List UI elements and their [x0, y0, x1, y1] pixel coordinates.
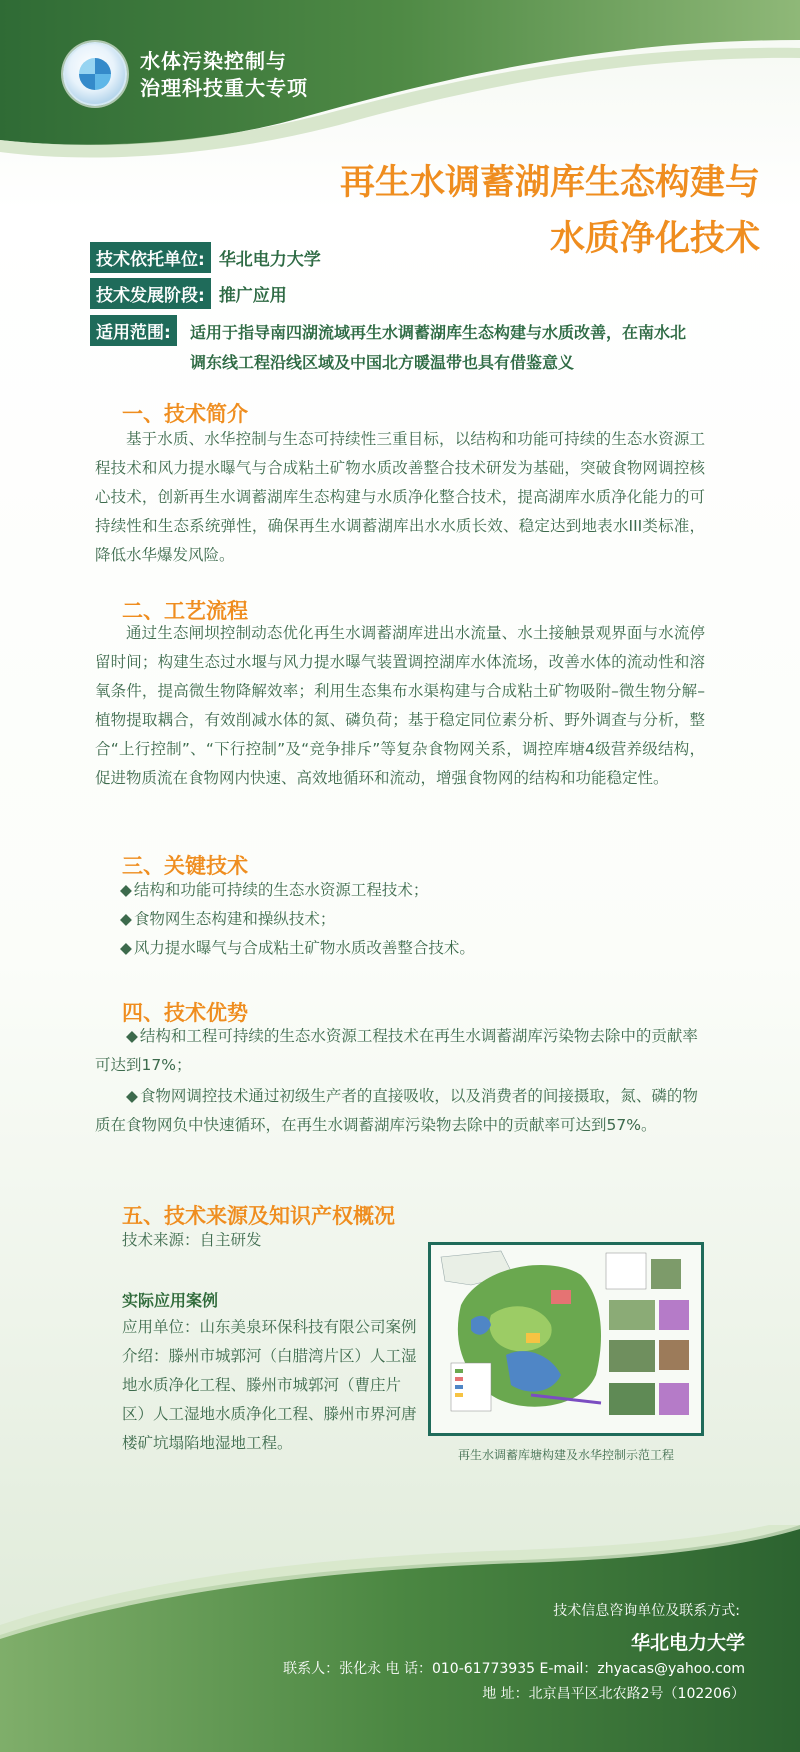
- scope-line1: 适用于指导南四湖流域再生水调蓄湖库生态构建与水质改善，在南水北: [190, 323, 687, 342]
- meta-unit: [90, 242, 321, 273]
- page-title-line2: 水质净化技术: [549, 219, 760, 259]
- section2-title: 二、工艺流程: [122, 599, 248, 623]
- advantage-1: 结构和工程可持续的生态水资源工程技术在再生水调蓄湖库污染物去除中的贡献率可达到17%；: [95, 1027, 698, 1074]
- diamond-icon: ◆: [126, 1087, 138, 1105]
- case-title: 实际应用案例: [122, 1291, 219, 1310]
- meta-scope: [90, 315, 185, 346]
- case-text: 应用单位：山东美泉环保科技有限公司案例介绍：滕州市城郭河（白腊湾片区）人工湿地水质净化工程、滕州市城郭河（曹庄片区）人工湿地水质净化工程、滕州市界河唐楼矿坑塌陷地湿地工程。: [122, 1318, 417, 1452]
- scope-text: [190, 318, 760, 378]
- scope-label: 适用范围:: [90, 315, 177, 346]
- list-item: ◆ 食物网生态构建和操纵技术；: [120, 905, 710, 934]
- stage-value: 推广应用: [218, 286, 287, 306]
- unit-value: 华北电力大学: [218, 250, 321, 270]
- program-title-line1: 水体污染控制与: [140, 49, 287, 73]
- section1-text: 基于水质、水华控制与生态可持续性三重目标，以结构和功能可持续的生态水资源工程技术和风力提水曝气与合成粘土矿物水质改善整合技术研发为基础，突破食物网调控核心技术，创新再生水调蓄湖库生态构建与水质净化整合技术，提高湖库水质净化能力的可持续性和生态系统弹性，确保再生水调蓄湖库出水水质长效、稳定达到地表水III类标准，降低水华爆发风险。: [95, 430, 705, 564]
- contact-org: 华北电力大学: [630, 1632, 745, 1654]
- contact-line-1: 联系人：张化永 电 话：010-61773935 E-mail：zhyacas@yahoo.com: [283, 1661, 745, 1677]
- section3-list: [120, 876, 710, 963]
- figure-caption: 再生水调蓄库塘构建及水华控制示范工程: [457, 1448, 674, 1462]
- list-item: [95, 1022, 705, 1080]
- meta-stage: [90, 278, 287, 309]
- project-map-figure: [428, 1242, 704, 1436]
- section1-title: 一、技术简介: [122, 402, 248, 426]
- list-item: ◆ 风力提水曝气与合成粘土矿物水质改善整合技术。: [120, 934, 710, 963]
- section5-title: 五、技术来源及知识产权概况: [122, 1204, 395, 1228]
- contact-line-2: 地 址：北京昌平区北农路2号（102206）: [482, 1686, 745, 1702]
- section3-title: 三、关键技术: [122, 854, 248, 878]
- list-item: ◆ 结构和功能可持续的生态水资源工程技术；: [120, 876, 710, 905]
- scope-line2: 调东线工程沿线区域及中国北方暖温带也具有借鉴意义: [190, 353, 575, 372]
- tech-source: 技术来源：自主研发: [122, 1231, 262, 1249]
- stage-label: 技术发展阶段:: [90, 278, 211, 309]
- section2-text: 通过生态闸坝控制动态优化再生水调蓄湖库进出水流量、水土接触景观界面与水流停留时间；构建生态过水堰与风力提水曝气装置调控湖库水体流场，改善水体的流动性和溶氧条件，提高微生物降解效率；利用生态集布水渠构建与合成粘土矿物吸附–微生物分解–植物提取耦合，有效削减水体的氮、磷负荷；基于稳定同位素分析、野外调查与分析，整合“上行控制”、“下行控制”及“竞争排斥”等复杂食物网关系，调控库塘4级营养级结构，促进物质流在食物网内快速、高效地循环和流动，增强食物网的结构和功能稳定性。: [95, 624, 705, 787]
- list-item: [95, 1082, 705, 1140]
- project-map-image: [431, 1245, 701, 1433]
- logo-swirl-icon: [79, 58, 111, 90]
- diamond-icon: ◆: [126, 1027, 138, 1045]
- program-logo: [63, 42, 127, 106]
- advantage-2: 食物网调控技术通过初级生产者的直接吸收，以及消费者的间接摄取，氮、磷的物质在食物网负中快速循环，在再生水调蓄湖库污染物去除中的贡献率可达到57%。: [95, 1087, 698, 1134]
- section4-list: [95, 1022, 705, 1142]
- page-title-line1: 再生水调蓄湖库生态构建与: [339, 163, 760, 203]
- section4-title: 四、技术优势: [122, 1001, 248, 1025]
- program-title: [140, 48, 308, 102]
- contact-heading: 技术信息咨询单位及联系方式:: [553, 1603, 740, 1619]
- program-title-line2: 治理科技重大专项: [140, 76, 308, 100]
- unit-label: 技术依托单位:: [90, 242, 211, 273]
